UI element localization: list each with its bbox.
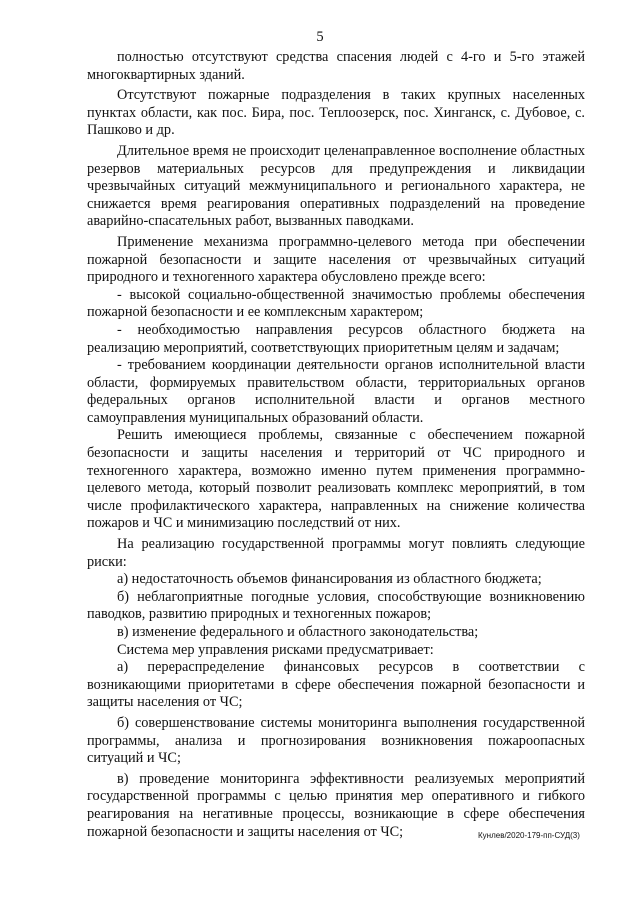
document-body	[87, 49, 585, 841]
document-code: Кунлев/2020-179-пп-СУД(3)	[478, 831, 580, 840]
page-number: 5	[316, 29, 324, 45]
paragraph-measures-intro: Система мер управления рисками предусматривает:	[117, 641, 434, 658]
paragraph-risks-intro: На реализацию государственной программы могут повлиять следующие риски:	[87, 536, 585, 570]
list-item-measure-a: а) перераспределение финансовых ресурсов в соответствии с возникающими приоритетами в сфере обеспечения пожарной безопасности и защиты населения от ЧС;	[87, 659, 585, 711]
list-item-significance: - высокой социально-общественной значимостью проблемы обеспечения пожарной безопасности и ее комплексным характером;	[87, 286, 585, 321]
list-item-risk-c: в) изменение федерального и областного законодательства;	[117, 624, 479, 640]
list-item-risk-a: а) недостаточность объемов финансирования из областного бюджета;	[117, 571, 542, 588]
paragraph-reserves: Длительное время не происходит целенаправленное восполнение областных резервов материальных ресурсов для предупреждения и ликвидации чрезвычайных ситуаций межмуниципального и регионального характера, не снижается время реагирования оперативных подразделений на проведение аварийно-спасательных работ, вызванных паводками.	[87, 142, 585, 230]
list-item-measure-c: в) проведение мониторинга эффективности реализуемых мероприятий государственной программы с целью принятия мер оперативного и гибкого реагирования на негативные процессы, возникающие в сфере обеспечения пожарной безопасности и защиты населения от ЧС;	[87, 770, 585, 840]
paragraph-solve-problems: Решить имеющиеся проблемы, связанные с обеспечением пожарной безопасности и защиты населения и территорий от ЧС природного и техногенного характера, возможно именно путем применения программно-целевого метода, который позволит реализовать комплекс мероприятий, в том числе профилактического характера, направленных на снижение количества пожаров и ЧС и минимизацию последствий от них.	[87, 427, 585, 532]
paragraph-rescue-means: полностью отсутствуют средства спасения людей с 4-го и 5-го этажей многоквартирных зданий.	[87, 49, 585, 83]
paragraph-program-method: Применение механизма программно-целевого метода при обеспечении пожарной безопасности и защите населения от чрезвычайных ситуаций природного и техногенного характера обусловлено прежде всего:	[87, 233, 585, 286]
list-item-risk-b: б) неблагоприятные погодные условия, способствующие возникновению паводков, развитию природных и техногенных пожаров;	[87, 588, 585, 623]
list-item-coordination: - требованием координации деятельности органов исполнительной власти области, формируемых правительством области, территориальных органов федеральных органов исполнительной власти и органов местного самоуправления муниципальных образований области.	[87, 357, 585, 426]
list-item-measure-b: б) совершенствование системы мониторинга выполнения государственной программы, анализа и прогнозирования возникновения пожароопасных ситуаций и ЧС;	[87, 714, 585, 767]
paragraph-no-fire-units: Отсутствуют пожарные подразделения в таких крупных населенных пунктах области, как пос. Бира, пос. Теплоозерск, пос. Хинганск, с. Дубовое, с. Пашково и др.	[87, 87, 585, 139]
list-item-budget: - необходимостью направления ресурсов областного бюджета на реализацию мероприятий, соответствующих приоритетным целям и задачам;	[87, 321, 585, 356]
